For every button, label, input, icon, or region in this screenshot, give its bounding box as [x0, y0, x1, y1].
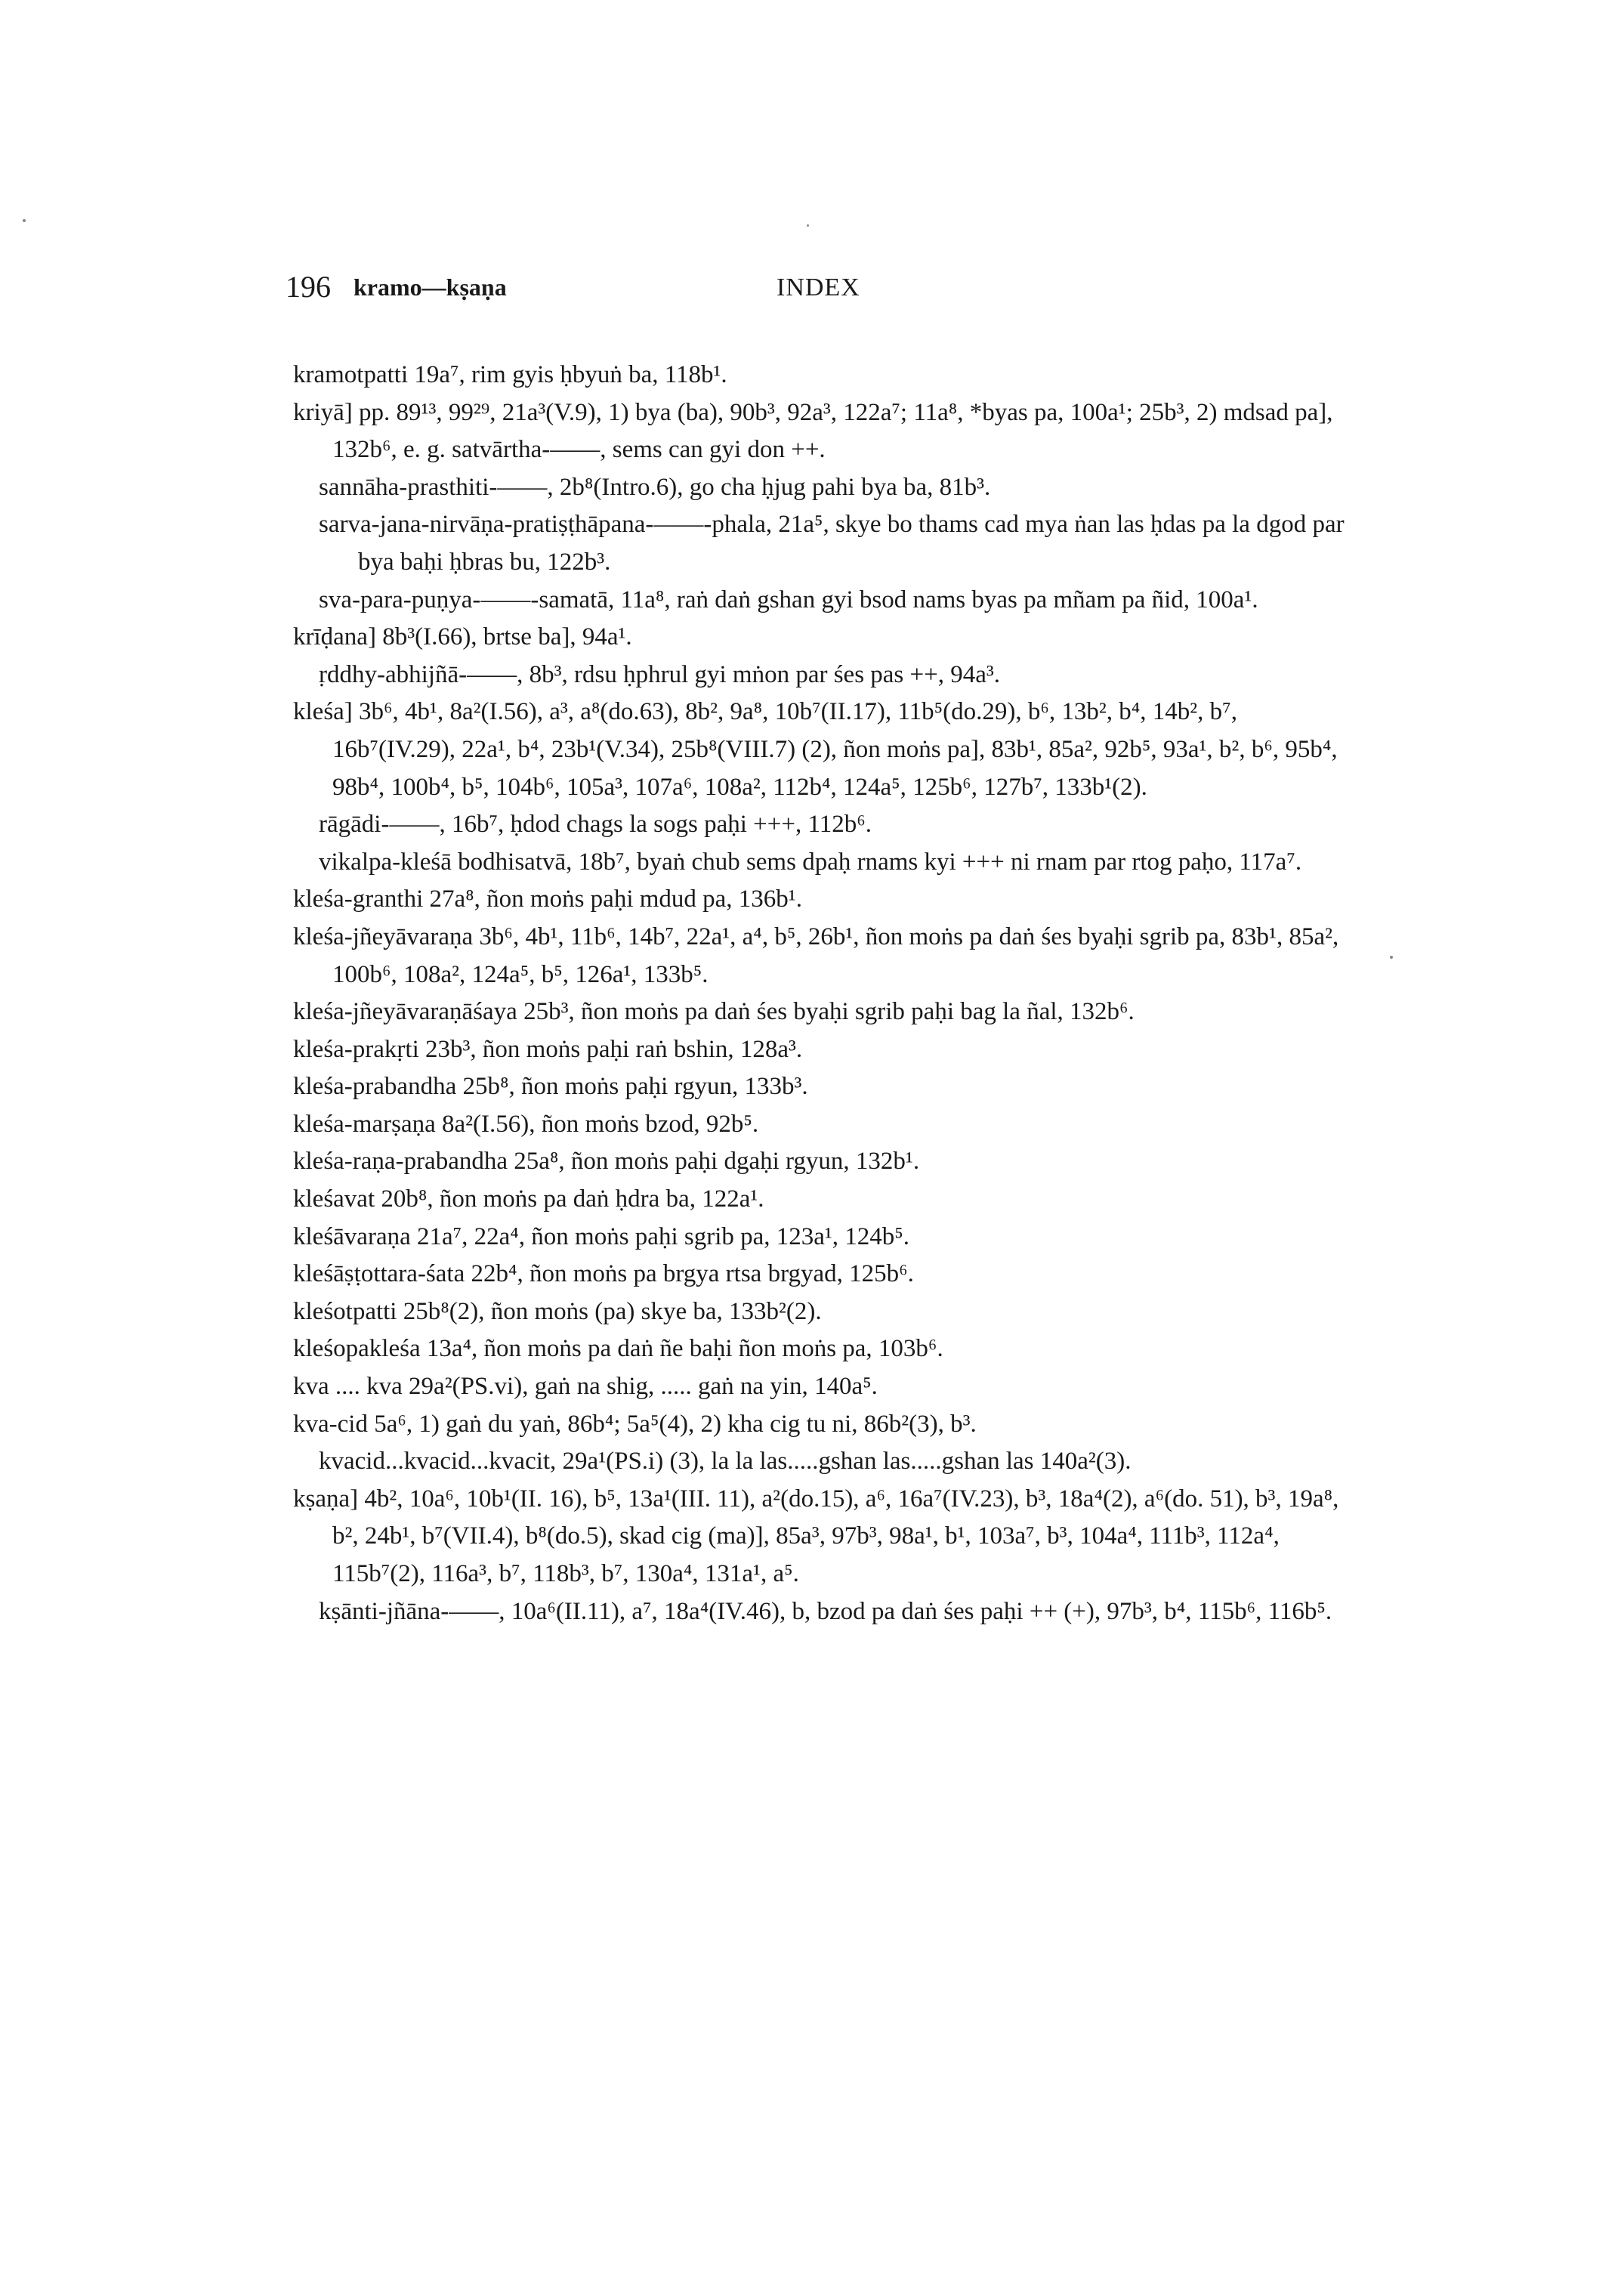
index-subentry: kṣānti-jñāna-——, 10a⁶(II.11), a⁷, 18a⁴(IV.46), b, bzod pa daṅ śes paḥi ++ (+), 97b³, b⁴, 115b⁶, 116b⁵.: [319, 1597, 1332, 1625]
index-entry: kleśa-prabandha 25b⁸, ñon moṅs paḥi rgyun, 133b³.: [293, 1073, 808, 1101]
page-title: INDEX: [776, 273, 860, 301]
index-subentry: sva-para-puṇya-——-samatā, 11a⁸, raṅ daṅ gshan gyi bsod nams byas pa mñam pa ñid, 100a¹.: [319, 586, 1258, 613]
index-entry: kleśotpatti 25b⁸(2), ñon moṅs (pa) skye ba, 133b²(2).: [293, 1297, 822, 1325]
index-entry: kleśavat 20b⁸, ñon moṅs pa daṅ ḥdra ba, 122a¹.: [293, 1185, 764, 1213]
index-entry: kleśopakleśa 13a⁴, ñon moṅs pa daṅ ñe baḥi ñon moṅs pa, 103b⁶.: [293, 1335, 943, 1363]
index-entry: kva .... kva 29a²(PS.vi), gaṅ na shig, ..... gaṅ na yin, 140a⁵.: [293, 1373, 878, 1401]
index-subentry: vikalpa-kleśā bodhisatvā, 18b⁷, byaṅ chub sems dpaḥ rnams kyi +++ ni rnam par rtog paḥo, 117a⁷.: [319, 848, 1302, 876]
index-entry: krīḍana] 8b³(I.66), brtse ba], 94a¹.: [293, 623, 632, 651]
index-entry: kriyā] pp. 89¹³, 99²⁹, 21a³(V.9), 1) bya (ba), 90b³, 92a³, 122a⁷; 11a⁸, *byas pa, 100a¹; 25b³, 2) mdsad pa], 132b⁶, e. g. satvārtha-——, sems can gyi don ++.: [293, 398, 1333, 464]
index-entry: kleśa-jñeyāvaraṇa 3b⁶, 4b¹, 11b⁶, 14b⁷, 22a¹, a⁴, b⁵, 26b¹, ñon moṅs pa daṅ śes byaḥi sgrib pa, 83b¹, 85a², 100b⁶, 108a², 124a⁵, b⁵, 126a¹, 133b⁵.: [293, 922, 1339, 988]
running-head: kramo—kṣaṇa: [354, 273, 507, 301]
index-entry: kleśāṣṭottara-śata 22b⁴, ñon moṅs pa brgya rtsa brgyad, 125b⁶.: [293, 1260, 914, 1288]
index-subentry: sannāha-prasthiti-——, 2b⁸(Intro.6), go cha ḥjug pahi bya ba, 81b³.: [319, 473, 991, 501]
index-subentry: rāgādi-——, 16b⁷, ḥdod chags la sogs paḥi +++, 112b⁶.: [319, 811, 872, 839]
page-header: [286, 270, 1343, 311]
index-entry: kleśa-granthi 27a⁸, ñon moṅs paḥi mdud pa, 136b¹.: [293, 885, 802, 913]
index-entry: kleśa] 3b⁶, 4b¹, 8a²(I.56), a³, a⁸(do.63), 8b², 9a⁸, 10b⁷(II.17), 11b⁵(do.29), b⁶, 13b², b⁴, 14b², b⁷, 16b⁷(IV.29), 22a¹, b⁴, 23b¹(V.34), 25b⁸(VIII.7) (2), ñon moṅs pa], 83b¹, 85a², 92b⁵, 93a¹, b², b⁶, 95b⁴, 98b⁴, 100b⁴, b⁵, 104b⁶, 105a³, 107a⁶, 108a², 112b⁴, 124a⁵, 125b⁶, 127b⁷, 133b¹(2).: [293, 698, 1338, 801]
index-subentry: sarva-jana-nirvāṇa-pratiṣṭhāpana-——-phala, 21a⁵, skye bo thams cad mya ṅan las ḥdas pa la dgod par bya baḥi ḥbras bu, 122b³.: [319, 511, 1345, 576]
index-entry: kva-cid 5a⁶, 1) gaṅ du yaṅ, 86b⁴; 5a⁵(4), 2) kha cig tu ni, 86b²(3), b³.: [293, 1410, 977, 1438]
page-number: 196: [286, 270, 331, 304]
index-entries: [293, 357, 1366, 1630]
scan-speck: [1390, 956, 1393, 959]
index-entry: kramotpatti 19a⁷, rim gyis ḥbyuṅ ba, 118b¹.: [293, 361, 727, 388]
scan-speck: [23, 219, 26, 222]
scan-speck: [807, 224, 809, 227]
index-entry: kleśa-prakṛti 23b³, ñon moṅs paḥi raṅ bshin, 128a³.: [293, 1035, 803, 1063]
index-subentry: ṛddhy-abhijñā-——, 8b³, rdsu ḥphrul gyi mṅon par śes pas ++, 94a³.: [319, 660, 1001, 688]
index-entry: kleśa-marṣaṇa 8a²(I.56), ñon moṅs bzod, 92b⁵.: [293, 1110, 759, 1138]
index-subentry: kvacid...kvacid...kvacit, 29a¹(PS.i) (3), la la las.....gshan las.....gshan las 140a²(3).: [319, 1448, 1132, 1476]
index-entry: kṣaṇa] 4b², 10a⁶, 10b¹(II. 16), b⁵, 13a¹(III. 11), a²(do.15), a⁶, 16a⁷(IV.23), b³, 18a⁴(2), a⁶(do. 51), b³, 19a⁸, b², 24b¹, b⁷(VII.4), b⁸(do.5), skad cig (ma)], 85a³, 97b³, 98a¹, b¹, 103a⁷, b³, 104a⁴, 111b³, 112a⁴, 115b⁷(2), 116a³, b⁷, 118b³, b⁷, 130a⁴, 131a¹, a⁵.: [293, 1485, 1339, 1587]
index-entry: kleśa-raṇa-prabandha 25a⁸, ñon moṅs paḥi dgaḥi rgyun, 132b¹.: [293, 1148, 920, 1176]
index-entry: kleśāvaraṇa 21a⁷, 22a⁴, ñon moṅs paḥi sgrib pa, 123a¹, 124b⁵.: [293, 1222, 910, 1250]
index-entry: kleśa-jñeyāvaraṇāśaya 25b³, ñon moṅs pa daṅ śes byaḥi sgrib paḥi bag la ñal, 132b⁶.: [293, 998, 1135, 1026]
